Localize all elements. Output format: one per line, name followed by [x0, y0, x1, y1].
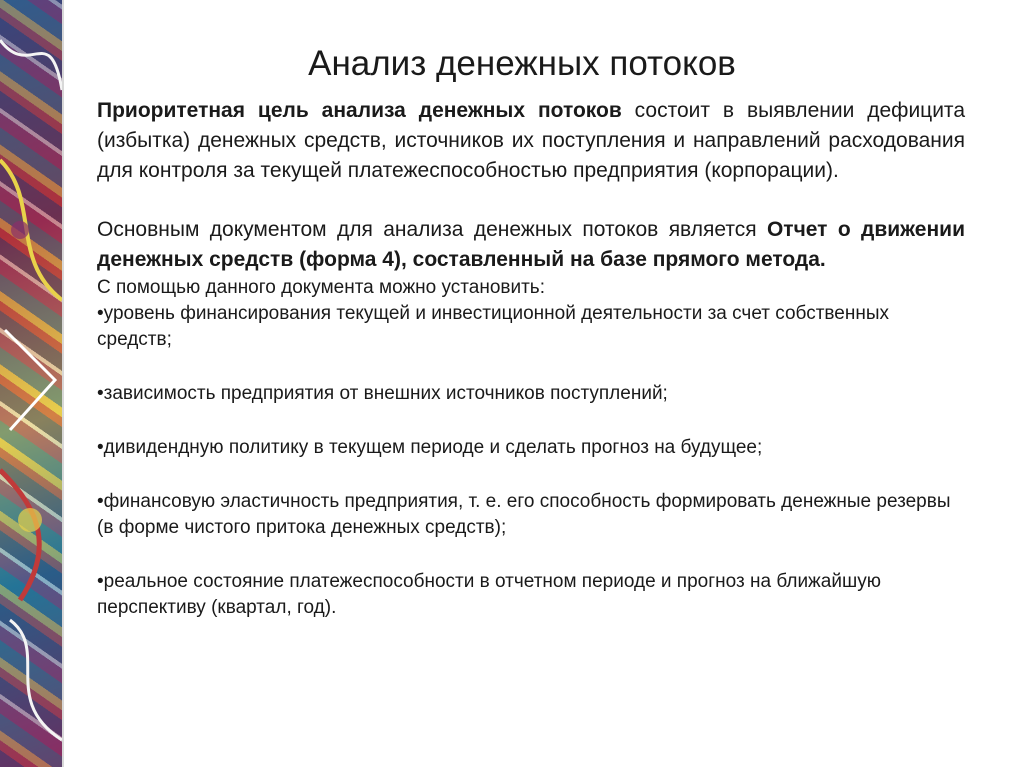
- slide-content: [97, 96, 965, 621]
- side-divider: [62, 0, 64, 767]
- paragraph-goal: [97, 96, 965, 186]
- paragraph-document: [97, 215, 965, 275]
- paragraph-document-text: Основным документом для анализа денежных потоков является: [97, 218, 767, 241]
- paragraph-goal-bold: Приоритетная цель анализа денежных потоков: [97, 99, 622, 122]
- paragraph-document-bold: Отчет о движении денежных средств (форма 4), составленный на базе прямого метода.: [97, 218, 965, 271]
- paragraph-goal-text: состоит в выявлении дефицита (избытка) денежных средств, источников их поступления и направлений расходования для контроля за текущей платежеспособностью предприятия (корпорации).: [97, 99, 965, 182]
- bullet-item: •финансовую эластичность предприятия, т. е. его способность формировать денежные резервы (в форме чистого притока денежных средств);: [97, 491, 951, 538]
- abstract-art-icon: [0, 0, 62, 767]
- bullet-item: •зависимость предприятия от внешних источников поступлений;: [97, 383, 668, 404]
- bullet-item: •дивидендную политику в текущем периоде и сделать прогноз на будущее;: [97, 437, 763, 458]
- bullet-item: •реальное состояние платежеспособности в отчетном периоде и прогноз на ближайшую перспективу (квартал, год).: [97, 571, 881, 618]
- slide-title: Анализ денежных потоков: [308, 44, 736, 83]
- bullet-item: •уровень финансирования текущей и инвестиционной деятельности за счет собственных средств;: [97, 303, 889, 350]
- decorative-side-artwork: [0, 0, 62, 767]
- intro-line: С помощью данного документа можно установить:: [97, 277, 545, 298]
